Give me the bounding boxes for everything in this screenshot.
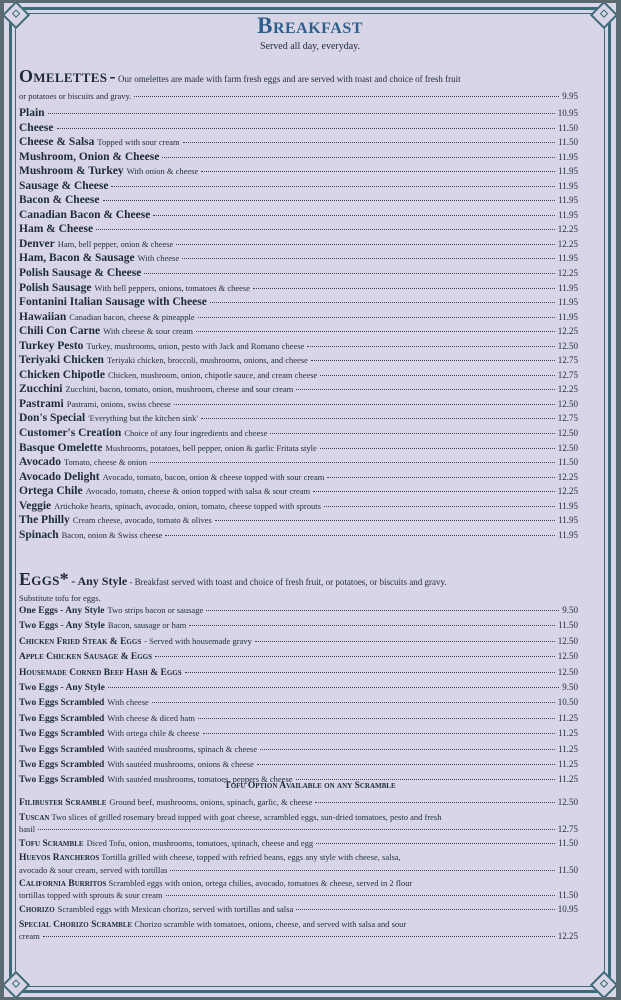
menu-item-name: California Burritos [19,879,107,890]
menu-item-price: 11.50 [558,864,578,875]
menu-item-description: Mushrooms, potatoes, bell pepper, onion & garlic Fritata style [105,442,317,453]
menu-item-description: With cheese & sour cream [103,326,193,337]
dot-leader [144,272,554,274]
menu-item-price: 12.75 [557,369,578,380]
dot-leader [215,519,555,521]
menu-item-description: Tomato, cheese & onion [63,457,147,468]
menu-item-row [19,340,578,355]
menu-item-price: 11.25 [558,743,578,754]
menu-item-row [19,296,578,311]
menu-item-price: 11.95 [558,515,578,526]
tofu-option-heading: Tofu Option Available on any Scramble [224,781,396,791]
menu-item-name: Canadian Bacon & Cheese [19,208,151,221]
menu-item-price: 12.50 [557,635,578,646]
menu-item-description: - Served with housemade gravy [144,635,252,646]
menu-item-price: 12.25 [557,326,578,337]
menu-item-line [19,890,578,901]
dot-leader [327,476,554,478]
menu-item-name: Mushroom & Turkey [19,165,124,178]
menu-item-row [19,442,578,457]
menu-item-description: Chicken, mushroom, onion, chipotle sauce, and cream cheese [107,369,318,380]
menu-item-name: Basque Omelette [19,441,103,454]
dot-leader [108,686,559,688]
menu-item-row [19,369,578,384]
dot-leader [150,461,555,463]
dot-leader [162,156,555,158]
dot-leader [260,748,555,750]
menu-item-price: 12.75 [557,413,578,424]
dot-leader [203,732,556,734]
dot-leader [270,432,554,434]
menu-item-price: 11.95 [558,151,578,162]
menu-item-price: 11.95 [558,166,578,177]
menu-item-row [19,456,578,471]
menu-item-row [19,383,578,398]
menu-item-description: Scrambled eggs with Mexican chorizo, served with tortillas and salsa [57,904,294,915]
menu-item-description: Diced Tofu, onion, mushrooms, tomatoes, spinach, cheese and egg [86,837,314,848]
menu-item-row [19,797,578,809]
menu-item-price: 12.50 [557,797,578,807]
menu-item-name: Mushroom, Onion & Cheese [19,150,160,163]
menu-item-price: 12.25 [557,471,578,482]
menu-item-price: 10.50 [557,697,578,708]
menu-item-price: 9.50 [562,605,578,615]
menu-item-description: Choice of any four ingredients and cheese [124,428,268,439]
dot-leader [210,301,555,303]
menu-item-row [19,838,578,850]
menu-item-row [19,812,578,835]
menu-item-price: 11.95 [558,529,578,540]
menu-item-description: Chorizo scramble with tomatoes, onions, cheese, and served with salsa and sour [134,918,407,929]
menu-item-description: With cheese & diced ham [107,712,195,723]
menu-item-description: Cream cheese, avocado, tomato & olives [72,515,212,526]
menu-item-line [19,865,578,876]
menu-item-row [19,713,578,728]
menu-item-price: 11.95 [558,311,578,322]
menu-item-row [19,485,578,500]
menu-item-name: Two Eggs Scrambled [19,698,105,709]
menu-item-row [19,122,578,137]
menu-item-line [19,797,578,809]
menu-item-price: 11.50 [558,137,578,148]
eggs-header [19,570,571,591]
dot-leader [38,828,555,830]
menu-item-name: Bacon & Cheese [19,194,100,207]
menu-item-price: 10.95 [557,108,578,118]
menu-item-name: Avocado [19,456,61,469]
menu-item-name: Two Eggs Scrambled [19,744,105,755]
dot-leader [155,655,555,657]
menu-item-description: Pastrami, onions, swiss cheese [66,398,171,409]
menu-item-line [19,919,578,931]
menu-item-row [19,238,578,253]
menu-item-price: 12.75 [557,355,578,366]
menu-item-row [19,354,578,369]
menu-item-line [19,904,578,916]
menu-item-row [19,682,578,697]
menu-item-price: 10.95 [557,904,578,915]
menu-item-price: 12.50 [557,442,578,453]
dot-leader [153,214,555,216]
menu-item-description: Scrambled eggs with onion, ortega chilies, avocado, tomatoes & cheese, served in 2 flour [108,878,413,889]
dot-leader [198,717,555,719]
menu-item-name: Spinach [19,528,59,541]
menu-item-description-cont: cream [19,931,40,942]
menu-item-name: Tofu Scramble [19,838,84,849]
menu-item-name: One Eggs - Any Style [19,606,105,616]
menu-item-line [19,878,578,890]
menu-item-name: Huevos Rancheros [19,853,100,864]
menu-item-price: 12.25 [557,268,578,279]
eggs-substitute-note: Substitute tofu for eggs. [19,593,101,603]
menu-item-row [19,252,578,267]
dot-leader [296,778,556,780]
menu-item-price: 11.50 [558,122,578,133]
menu-item-name: Chorizo [19,905,55,916]
menu-item-name: Two Eggs Scrambled [19,759,105,770]
menu-item-price: 11.50 [558,890,578,901]
menu-item-description-cont: tortillas topped with sprouts & sour cream [19,890,163,901]
menu-item-description: Teriyaki chicken, broccoli, mushrooms, onions, and cheese [106,355,308,366]
menu-item-row [19,667,578,682]
menu-item-price: 12.25 [557,931,578,942]
menu-item-description: Avocado, tomato, cheese & onion topped with salsa & sour cream [85,486,311,497]
menu-item-row [19,151,578,166]
menu-item-row [19,744,578,759]
menu-item-price: 12.50 [557,428,578,439]
dot-leader [111,185,555,187]
dot-leader [96,228,555,230]
dot-leader [320,447,555,449]
menu-item-description: With cheese [137,253,180,264]
menu-item-row [19,282,578,297]
menu-item-name: Sausage & Cheese [19,179,109,192]
menu-item-description: Turkey, mushrooms, onion, pesto with Jack and Romano cheese [86,340,305,351]
menu-item-description-cont: basil [19,823,36,834]
menu-item-price: 12.75 [557,823,578,834]
dot-leader [296,908,555,910]
menu-item-name: Hawaiian [19,310,67,323]
dot-leader [257,763,555,765]
menu-item-row [19,904,578,916]
menu-item-row [19,878,578,901]
menu-item-name: Cheese [19,121,54,134]
omelettes-base-price: 9.95 [562,91,578,101]
menu-item-name: Cheese & Salsa [19,136,95,149]
menu-item-price: 11.25 [558,712,578,723]
dot-leader [201,417,555,419]
menu-item-name: Don's Special [19,412,86,425]
menu-item-price: 11.95 [558,253,578,264]
omelettes-intro-row [19,91,578,105]
menu-item-description: Avocado, tomato, bacon, onion & cheese topped with sour cream [102,471,325,482]
dot-leader [48,112,555,114]
eggs-dash: - [71,574,76,588]
menu-item-row [19,223,578,238]
menu-item-name: Turkey Pesto [19,339,84,352]
menu-item-row [19,620,578,635]
page-title: Breakfast [257,13,363,38]
menu-item-row [19,325,578,340]
dot-leader [183,141,555,143]
menu-item-description: With sautéed mushrooms, spinach & cheese [107,743,258,754]
menu-item-price: 12.50 [557,666,578,677]
menu-item-row [19,471,578,486]
menu-item-description: Two strips bacon or sausage [107,605,204,615]
dot-leader [170,869,555,871]
omelettes-dash: - [109,66,116,86]
menu-item-line [19,852,578,864]
dot-leader [189,624,555,626]
menu-item-name: Two Eggs - Any Style [19,621,105,632]
menu-item-row [19,209,578,224]
menu-item-row [19,412,578,427]
menu-item-row [19,136,578,151]
menu-item-row [19,759,578,774]
menu-item-row [19,514,578,529]
menu-item-description: With sautéed mushrooms, onions & cheese [107,758,254,769]
menu-item-price: 12.25 [557,238,578,249]
menu-item-row [19,728,578,743]
menu-item-name: Teriyaki Chicken [19,354,104,367]
menu-item-row [19,636,578,651]
dot-leader [315,801,554,803]
menu-item-price: 11.95 [558,195,578,206]
menu-item-description: Canadian bacon, cheese & pineapple [69,311,195,322]
dot-leader [152,701,555,703]
menu-item-name: Denver [19,237,55,250]
eggs-title: Eggs* [19,569,69,589]
menu-item-name: Fontanini Italian Sausage with Cheese [19,296,207,309]
omelettes-list [19,107,578,543]
menu-item-line [19,931,578,942]
scrambles-list [19,797,578,945]
dot-leader [43,935,555,937]
menu-item-name: Apple Chicken Sausage & Eggs [19,652,152,663]
menu-item-price: 11.25 [558,728,578,739]
menu-item-line [19,838,578,850]
menu-item-row [19,267,578,282]
menu-item-name: Two Eggs Scrambled [19,775,105,786]
dot-leader [313,490,555,492]
dot-leader [176,243,554,245]
menu-item-row [19,529,578,544]
menu-item-name: Polish Sausage [19,281,92,294]
dot-leader [311,359,555,361]
menu-item-description: With sautéed mushrooms, tomatoes, peppers & cheese [107,774,293,785]
menu-item-name: Chicken Chipotle [19,368,105,381]
dot-leader [174,403,555,405]
omelettes-intro-cont: or potatoes or biscuits and gravy. [19,91,132,101]
eggs-list [19,605,578,790]
menu-item-name: Special Chorizo Scramble [19,919,133,930]
menu-item-row [19,165,578,180]
menu-item-price: 12.50 [557,398,578,409]
menu-item-name: Ham, Bacon & Sausage [19,252,135,265]
menu-item-price: 11.95 [558,500,578,511]
menu-item-description: Zucchini, bacon, tomato, onion, mushroom, cheese and sour cream [65,384,294,395]
menu-item-price: 11.25 [558,758,578,769]
menu-item-price: 11.25 [558,774,578,785]
menu-item-description: 'Everything but the kitchen sink' [88,413,198,424]
menu-item-price: 11.50 [558,620,578,631]
menu-item-description: Artichoke hearts, spinach, avocado, onion, tomato, cheese topped with sprouts [54,500,321,511]
menu-item-price: 12.25 [557,486,578,497]
dot-leader [320,374,554,376]
dot-leader [198,316,555,318]
menu-item-row [19,194,578,209]
menu-item-price: 11.50 [558,837,578,848]
menu-item-description: With cheese [107,697,149,708]
menu-item-price: 12.25 [557,224,578,235]
menu-item-description: Ham, bell pepper, onion & cheese [57,238,174,249]
menu-item-row [19,180,578,195]
dot-leader [57,127,556,129]
menu-item-name: Ham & Cheese [19,223,94,236]
menu-item-description-cont: avocado & sour cream, served with tortillas [19,864,168,875]
menu-item-description: Tortilla grilled with cheese, topped with refried beans, eggs any style with cheese, salsa, [101,852,401,863]
dot-leader [166,894,556,896]
menu-item-line [19,812,578,824]
menu-item-row [19,500,578,515]
menu-item-name: Filibuster Scramble [19,798,107,808]
menu-item-row [19,605,578,620]
menu-item-row [19,107,578,122]
menu-item-price: 11.50 [558,457,578,468]
menu-item-description: Ground beef, mushrooms, onions, spinach, garlic, & cheese [109,797,313,807]
menu-item-price: 12.50 [557,651,578,662]
page-subtitle: Served all day, everyday. [259,41,361,52]
menu-item-name: Tuscan [19,812,50,823]
menu-item-name: Zucchini [19,383,63,396]
menu-item-line [19,824,578,835]
dot-leader [206,609,559,611]
menu-item-row [19,697,578,712]
menu-item-price: 9.50 [562,681,578,692]
menu-item-price: 11.95 [558,297,578,308]
menu-item-name: Housemade Corned Beef Hash & Eggs [19,667,182,678]
menu-item-row [19,311,578,326]
menu-item-name: Two Eggs - Any Style [19,682,105,693]
dot-leader [103,199,556,201]
dot-leader [253,287,555,289]
menu-item-description: Topped with sour cream [97,137,180,148]
dot-leader [324,505,555,507]
menu-item-price: 12.50 [557,340,578,351]
menu-item-name: Two Eggs Scrambled [19,729,105,740]
dot-leader [196,330,555,332]
menu-item-row [19,427,578,442]
menu-item-description: Bacon, sausage or ham [107,620,187,631]
menu-item-price: 11.95 [558,282,578,293]
menu-item-description: With ortega chile & cheese [107,728,200,739]
dot-leader [165,534,555,536]
omelettes-header [19,67,571,88]
menu-item-name: Polish Sausage & Cheese [19,267,142,280]
omelettes-title: Omelettes [19,66,108,86]
menu-item-price: 11.95 [558,209,578,220]
menu-item-name: Avocado Delight [19,470,100,483]
menu-item-name: Pastrami [19,397,64,410]
menu-page [4,3,616,997]
menu-item-description: With bell peppers, onions, tomatoes & cheese [94,282,250,293]
menu-item-description: Bacon, onion & Swiss cheese [61,529,163,540]
menu-item-price: 12.25 [557,384,578,395]
omelettes-intro: Our omelettes are made with farm fresh eggs and are served with toast and choice of fresh fruit [118,74,461,84]
dot-leader [134,95,559,97]
menu-item-row [19,651,578,666]
menu-item-name: Customer's Creation [19,427,122,440]
dot-leader [182,257,555,259]
dot-leader [296,388,554,390]
menu-item-row [19,398,578,413]
menu-item-name: Ortega Chile [19,485,83,498]
dot-leader [201,170,555,172]
dot-leader [307,345,554,347]
menu-item-description: With onion & cheese [126,166,199,177]
menu-item-name: Veggie [19,499,52,512]
menu-item-name: The Philly [19,514,70,527]
dot-leader [255,640,555,642]
menu-item-description: Two slices of grilled rosemary bread topped with goat cheese, scrambled eggs, sun-dried tomatoes, pesto and fresh [51,811,442,822]
menu-item-row [19,919,578,942]
menu-item-name: Chicken Fried Steak & Eggs [19,636,142,647]
menu-item-price: 11.95 [558,180,578,191]
eggs-intro: - Breakfast served with toast and choice of fresh fruit, or potatoes, or biscuits and gravy. [129,577,447,587]
menu-item-name: Two Eggs Scrambled [19,713,105,724]
dot-leader [316,842,555,844]
menu-item-row [19,852,578,875]
menu-item-name: Chili Con Carne [19,325,101,338]
eggs-style: Any Style [77,574,128,588]
menu-item-name: Plain [19,107,45,119]
dot-leader [185,671,555,673]
